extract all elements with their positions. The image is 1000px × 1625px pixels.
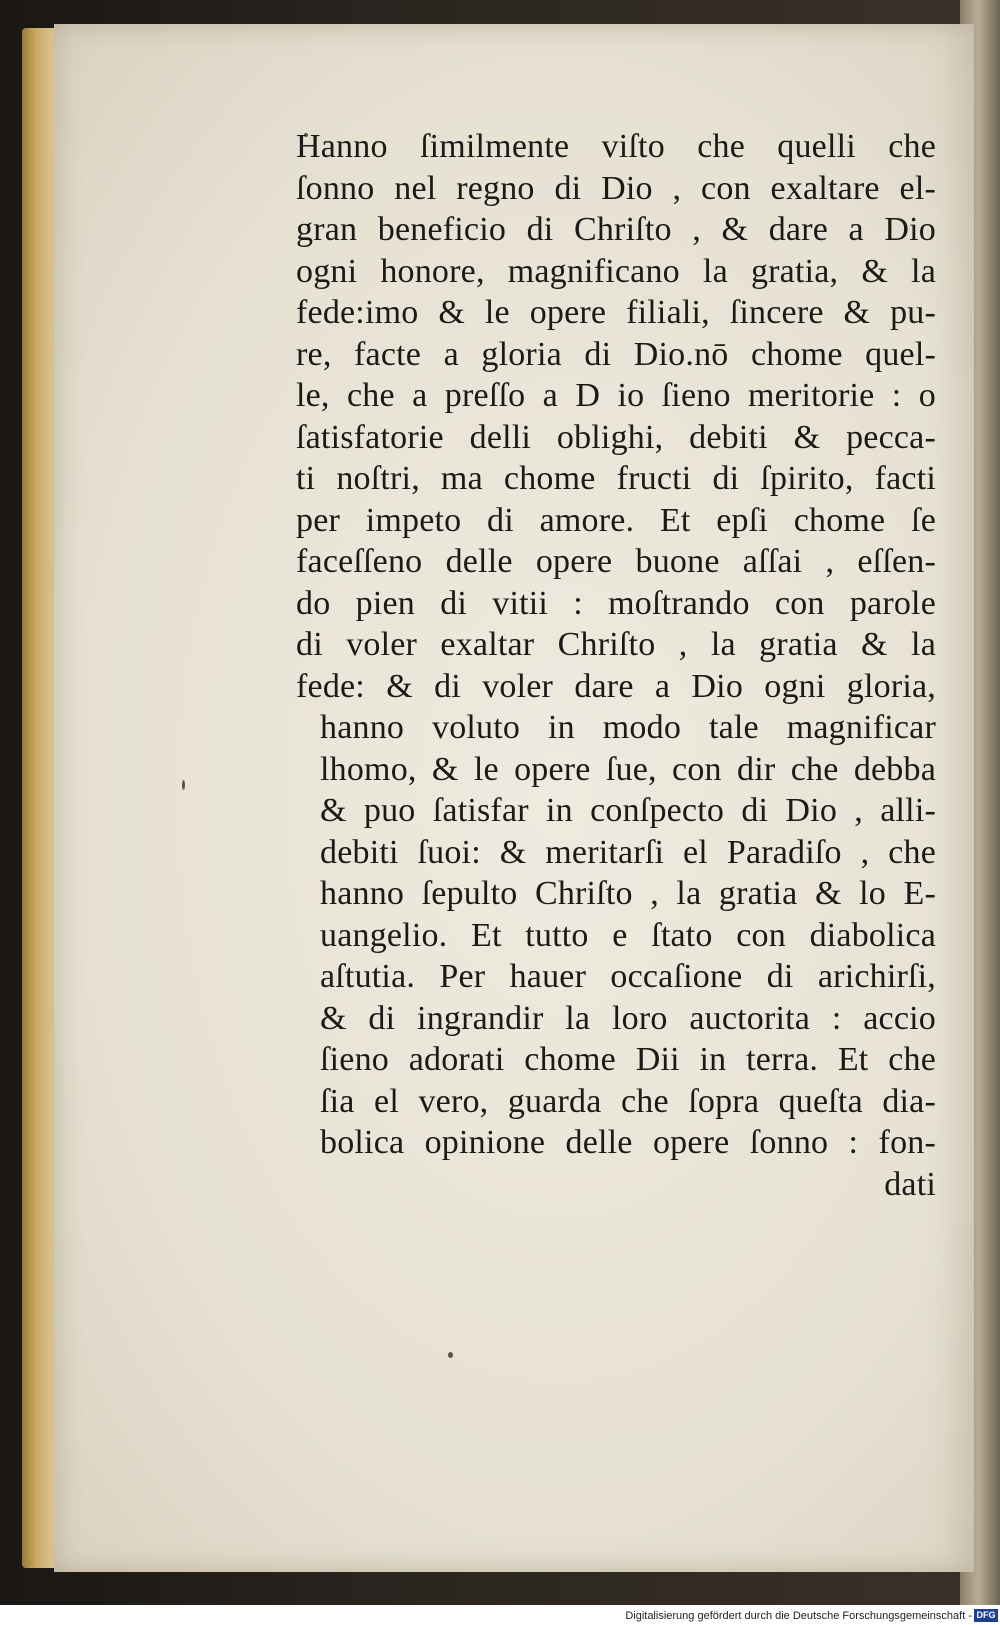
paper-speck — [182, 780, 185, 790]
text-line: ſieno adorati chome Dii in terra. Et che — [320, 1041, 936, 1078]
text-line: fede: & di voler dare a Dio ogni gloria, — [296, 667, 936, 705]
text-line: uangelio. Et tutto e ſtato con diabolica — [320, 916, 936, 954]
text-line: ſia el vero, guarda che ſopra queſta dia- — [320, 1082, 936, 1120]
text-line: ogni honore, magnificano la gratia, & la — [296, 252, 936, 290]
text-line: aſtutia. Per hauer occaſione di arichirſi, — [320, 958, 936, 995]
catchword: dati — [884, 1165, 936, 1203]
text-line: per impeto di amore. Et epſi chome ſe — [296, 501, 936, 539]
text-line: ti noſtri, ma chome fructi di ſpirito, facti — [296, 460, 936, 497]
text-line: ſatisfatorie delli oblighi, debiti & pecca- — [296, 418, 936, 456]
text-line: debiti ſuoi: & meritarſi el Paradiſo , che — [320, 833, 936, 871]
text-line: gran beneficio di Chriſto , & dare a Dio — [296, 211, 936, 248]
text-line: & puo ſatisfar in conſpecto di Dio , alli- — [320, 792, 936, 829]
text-line: hanno ſepulto Chriſto , la gratia & lo E- — [320, 875, 936, 912]
body-text — [296, 126, 936, 1205]
paper-speck — [448, 1352, 453, 1358]
text-line: faceſſeno delle opere buone aſſai , eſſen- — [296, 543, 936, 580]
text-line: bolica opinione delle opere ſonno : fon- — [320, 1124, 936, 1161]
text-line: re, facte a gloria di Dio.nō chome quel- — [296, 335, 936, 373]
text-line: ſonno nel regno di Dio , con exaltare el- — [296, 169, 936, 207]
text-line: lhomo, & le opere ſue, con dir che debba — [320, 750, 936, 788]
text-line: fede:imo & le opere filiali, ſincere & pu- — [296, 294, 936, 331]
dfg-logo: DFG — [974, 1609, 998, 1622]
text-line: hanno voluto in modo tale magnificar — [320, 709, 936, 746]
footer-bar — [0, 1605, 1000, 1625]
text-line: di voler exaltar Chriſto , la gratia & la — [296, 626, 936, 663]
text-line: & di ingrandir la loro auctorita : accio — [320, 999, 936, 1037]
text-line: le, che a preſſo a D io ſieno meritorie : o — [296, 377, 936, 414]
digitization-credit: Digitalisierung gefördert durch die Deutsche Forschungsgemeinschaft - — [625, 1610, 972, 1622]
text-line: do pien di vitii : moſtrando con parole — [296, 584, 936, 622]
text-line: Hanno ſimilmente viſto che quelli che — [296, 128, 936, 165]
